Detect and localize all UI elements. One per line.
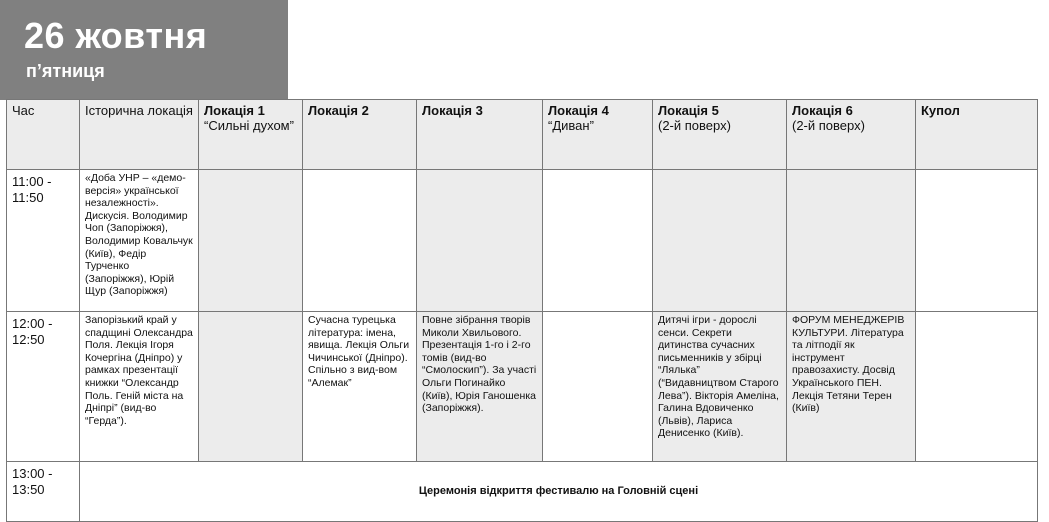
kupol-cell	[916, 312, 1038, 462]
location-6-cell: ФОРУМ МЕНЕДЖЕРІВ КУЛЬТУРИ. Література та літподії як інструмент правозахисту. Досвід Українського ПЕН. Лекція Тетяни Терен (Київ)	[787, 312, 916, 462]
header-historic-location: Історична локація	[80, 100, 199, 170]
location-2-cell: Сучасна турецька література: імена, явища. Лекція Ольги Чичинської (Дніпро). Спільно з вид-вом “Алемак”	[303, 312, 417, 462]
kupol-cell	[916, 170, 1038, 312]
location-1-cell	[199, 312, 303, 462]
location-1-cell	[199, 170, 303, 312]
ceremony-cell: Церемонія відкриття фестивалю на Головній сцені	[80, 462, 1038, 522]
table-row	[7, 170, 1038, 312]
location-4-cell	[543, 312, 653, 462]
location-5-cell: Дитячі ігри - дорослі сенси. Секрети дитинства сучасних письменників у збірці “Лялька” (“Видавництвом Старого Лева”). Вікторія Амеліна, Галина Вдовиченко (Львів), Лариса Денисенко (Київ).	[653, 312, 787, 462]
location-5-cell	[653, 170, 787, 312]
historic-cell: Запорізький край у спадщині Олександра Поля. Лекція Ігоря Кочергіна (Дніпро) у рамках презентації книжки “Олександр Поль. Геній міста на Дніпрі” (вид-во “Герда”).	[80, 312, 199, 462]
location-3-cell: Повне зібрання творів Миколи Хвильового. Презентація 1-го і 2-го томів (вид-во “Смолоскип”). За участі Ольги Погинайко (Київ), Юрія Ганошенка (Запоріжжя).	[417, 312, 543, 462]
header-location-1: Локація 1 “Сильні духом”	[199, 100, 303, 170]
date-banner	[0, 0, 288, 100]
location-2-cell	[303, 170, 417, 312]
weekday-label: п’ятниця	[26, 61, 105, 81]
historic-cell: «Доба УНР – «демо-версія» української незалежності». Дискусія. Володимир Чоп (Запоріжжя), Володимир Ковальчук (Київ), Федір Турченко (Запоріжжя), Юрій Щур (Запоріжжя)	[80, 170, 199, 312]
location-6-cell	[787, 170, 916, 312]
location-3-cell	[417, 170, 543, 312]
header-location-5: Локація 5 (2-й поверх)	[653, 100, 787, 170]
date-title: 26 жовтня	[24, 15, 208, 56]
header-kupol: Купол	[916, 100, 1038, 170]
table-row	[7, 312, 1038, 462]
header-time: Час	[7, 100, 80, 170]
table-header-row	[7, 100, 1038, 170]
location-4-cell	[543, 170, 653, 312]
header-location-4: Локація 4 “Диван”	[543, 100, 653, 170]
header-location-6: Локація 6 (2-й поверх)	[787, 100, 916, 170]
header-location-3: Локація 3	[417, 100, 543, 170]
table-row	[7, 462, 1038, 522]
time-cell: 12:00 - 12:50	[7, 312, 80, 462]
time-cell: 11:00 - 11:50	[7, 170, 80, 312]
schedule-table	[6, 99, 1038, 522]
time-cell: 13:00 - 13:50	[7, 462, 80, 522]
header-location-2: Локація 2	[303, 100, 417, 170]
